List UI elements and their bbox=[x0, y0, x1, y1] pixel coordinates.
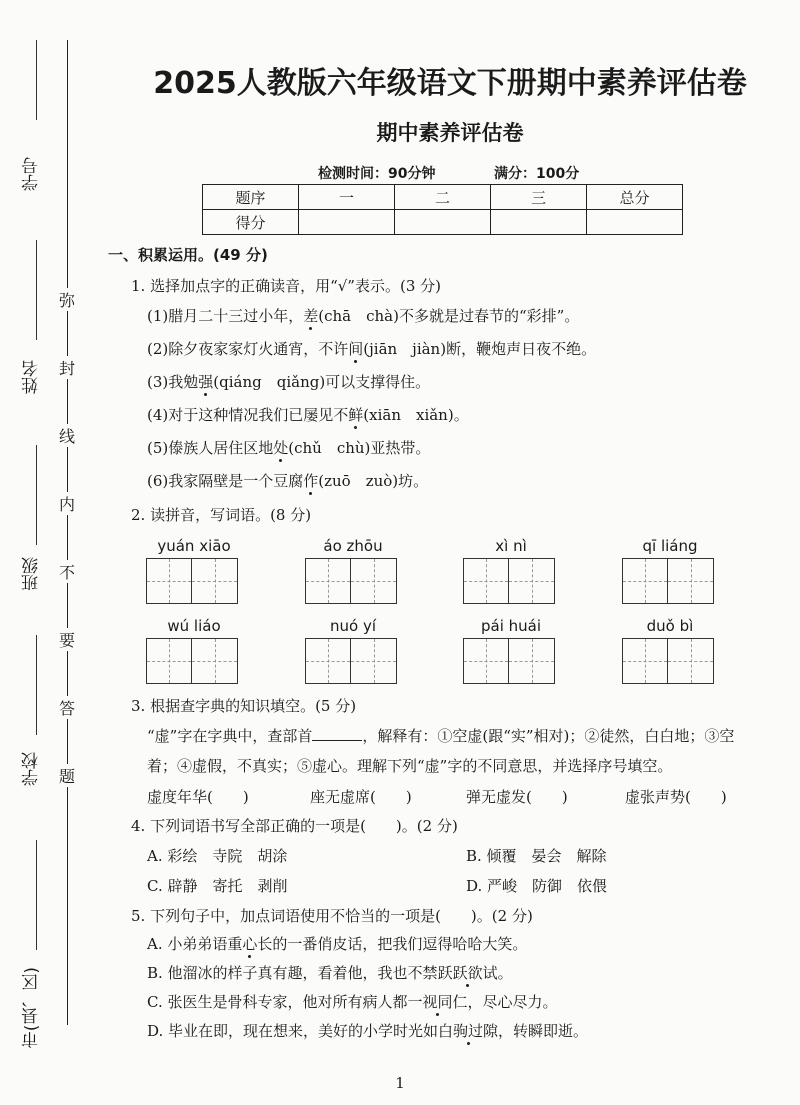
page-number: 1 bbox=[395, 1074, 405, 1092]
student-id-label: 学号 bbox=[22, 157, 42, 191]
dotted-char: 间 bbox=[348, 340, 364, 358]
choice-text: C. 张医生是骨科专家，他对所有病人都 bbox=[147, 993, 408, 1011]
char-cell[interactable] bbox=[192, 638, 238, 684]
question-stem: 2. 读拼音，写词语。(8 分) bbox=[131, 506, 312, 524]
char-cell[interactable] bbox=[146, 638, 192, 684]
pinyin-label: wú liáo bbox=[167, 617, 221, 635]
tianzige-grid[interactable] bbox=[305, 638, 397, 684]
item-text: (jiān jiàn)断，鞭炮声日夜不绝。 bbox=[363, 340, 597, 358]
score-cell: 题序 bbox=[203, 185, 299, 210]
score-table bbox=[202, 184, 683, 235]
char-cell[interactable] bbox=[305, 558, 351, 604]
pinyin-label: qī liáng bbox=[642, 537, 698, 555]
pinyin-label: duǒ bì bbox=[646, 617, 694, 635]
seal-char: 封 bbox=[56, 356, 78, 379]
choice-b[interactable] bbox=[147, 963, 513, 983]
char-cell[interactable] bbox=[668, 558, 714, 604]
district-rule bbox=[36, 840, 37, 950]
tianzige-grid[interactable] bbox=[463, 558, 555, 604]
q3-option[interactable]: 弹无虚发( ) bbox=[466, 788, 568, 806]
item-text: (zuō zuò)坊。 bbox=[318, 472, 429, 490]
tianzige-grid[interactable] bbox=[305, 558, 397, 604]
char-cell[interactable] bbox=[351, 558, 397, 604]
char-cell[interactable] bbox=[622, 638, 668, 684]
char-cell[interactable] bbox=[192, 558, 238, 604]
char-cell[interactable] bbox=[305, 638, 351, 684]
dotted-phrase: 白驹过隙 bbox=[438, 1022, 499, 1040]
score-table-header-row bbox=[203, 185, 683, 210]
tianzige-grid[interactable] bbox=[146, 638, 238, 684]
pinyin-label: pái huái bbox=[480, 617, 542, 635]
char-cell[interactable] bbox=[463, 638, 509, 684]
item-text: (5)傣族人居住区地 bbox=[147, 439, 274, 457]
item-text: (3)我勉 bbox=[147, 373, 199, 391]
q3-option[interactable]: 虚张声势( ) bbox=[625, 788, 727, 806]
score-cell: 一 bbox=[299, 185, 395, 210]
q3-text-line: 着；④虚假，不真实；⑤虚心。理解下列“虚”字的不同意思，并选择序号填空。 bbox=[147, 757, 673, 775]
q1-item[interactable] bbox=[147, 438, 430, 458]
tianzige-grid[interactable] bbox=[146, 558, 238, 604]
score-cell: 得分 bbox=[203, 210, 299, 235]
choice-text: A. 小弟弟语 bbox=[147, 935, 228, 953]
student-id-rule bbox=[36, 40, 37, 120]
class-label: 班级 bbox=[22, 557, 42, 591]
question-stem: 5. 下列句子中，加点词语使用不恰当的一项是( )。(2 分) bbox=[131, 907, 533, 925]
item-text: (2)除夕夜家家灯火通宵，不许 bbox=[147, 340, 349, 358]
char-cell[interactable] bbox=[668, 638, 714, 684]
item-text: (xiān xiǎn)。 bbox=[363, 406, 469, 424]
choice-text: ，转瞬即逝。 bbox=[498, 1022, 589, 1040]
pinyin-label: nuó yí bbox=[329, 617, 376, 635]
char-cell[interactable] bbox=[351, 638, 397, 684]
q3-text: ，解释有：①空虚(跟“实”相对)；②徒然，白白地；③空 bbox=[362, 727, 735, 745]
full-score: 满分：100分 bbox=[494, 166, 580, 182]
q3-option[interactable]: 虚度年华( ) bbox=[147, 788, 249, 806]
score-cell: 总分 bbox=[587, 185, 683, 210]
q3-text-line bbox=[147, 726, 734, 746]
answer-blank[interactable] bbox=[312, 726, 362, 741]
q1-item[interactable] bbox=[147, 306, 579, 326]
choice-text: ，尽心尽力。 bbox=[467, 993, 558, 1011]
score-input-cell[interactable] bbox=[395, 210, 491, 235]
choice-d[interactable] bbox=[147, 1021, 588, 1041]
dotted-char: 强 bbox=[198, 373, 214, 391]
choice-text: 。 bbox=[497, 964, 513, 982]
dotted-char: 处 bbox=[273, 439, 289, 457]
pinyin-label: xì nì bbox=[495, 537, 527, 555]
tianzige-grid[interactable] bbox=[463, 638, 555, 684]
item-text: (chā chà)不多就是过春节的“彩排”。 bbox=[318, 307, 580, 325]
district-label: 市(县、区) bbox=[22, 967, 42, 1049]
seal-char: 题 bbox=[56, 764, 78, 787]
seal-char: 答 bbox=[56, 696, 78, 719]
tianzige-grid[interactable] bbox=[622, 638, 714, 684]
pinyin-label: yuán xiāo bbox=[157, 537, 231, 555]
score-cell: 二 bbox=[395, 185, 491, 210]
seal-char: 弥 bbox=[56, 288, 78, 311]
school-label: 学校 bbox=[22, 752, 42, 786]
choice-text: 的一番俏皮话，把我们逗得哈哈大笑。 bbox=[272, 935, 528, 953]
pinyin-label: áo zhōu bbox=[323, 537, 383, 555]
q3-text: “虚”字在字典中，查部首 bbox=[147, 727, 313, 745]
choice-text: B. 他溜冰的样子真有趣，看着他，我也不禁 bbox=[147, 964, 438, 982]
score-table-score-row bbox=[203, 210, 683, 235]
item-text: (1)腊月二十三过小年， bbox=[147, 307, 304, 325]
dotted-char: 鲜 bbox=[348, 406, 364, 424]
page-title: 2025人教版六年级语文下册期中素养评估卷 bbox=[153, 66, 747, 101]
score-cell: 三 bbox=[491, 185, 587, 210]
seal-char: 不 bbox=[56, 560, 78, 583]
binding-line bbox=[67, 40, 68, 1025]
char-cell[interactable] bbox=[463, 558, 509, 604]
question-stem: 4. 下列词语书写全部正确的一项是( )。(2 分) bbox=[131, 817, 458, 835]
school-rule bbox=[36, 635, 37, 735]
seal-char: 内 bbox=[56, 492, 78, 515]
q3-option[interactable]: 座无虚席( ) bbox=[310, 788, 412, 806]
char-cell[interactable] bbox=[146, 558, 192, 604]
choice-c[interactable]: C. 辟静 寄托 剥削 bbox=[147, 877, 288, 895]
item-text: (qiáng qiǎng)可以支撑得住。 bbox=[213, 373, 431, 391]
choice-a[interactable] bbox=[147, 934, 527, 954]
section-title: 一、积累运用。(49 分) bbox=[108, 246, 268, 264]
q1-item[interactable] bbox=[147, 405, 469, 425]
tianzige-grid[interactable] bbox=[622, 558, 714, 604]
char-cell[interactable] bbox=[622, 558, 668, 604]
dotted-char: 作 bbox=[303, 472, 319, 490]
dotted-char: 差 bbox=[303, 307, 319, 325]
q1-item[interactable] bbox=[147, 339, 596, 359]
page-subtitle: 期中素养评估卷 bbox=[376, 121, 524, 145]
name-rule bbox=[36, 240, 37, 340]
item-text: (6)我家隔壁是一个豆腐 bbox=[147, 472, 304, 490]
choice-b[interactable]: B. 倾覆 晏会 解除 bbox=[466, 847, 607, 865]
question-stem: 3. 根据查字典的知识填空。(5 分) bbox=[131, 697, 357, 715]
item-text: (chǔ chù)亚热带。 bbox=[288, 439, 431, 457]
char-cell[interactable] bbox=[509, 558, 555, 604]
choice-d[interactable]: D. 严峻 防御 依偎 bbox=[466, 877, 608, 895]
q1-item[interactable] bbox=[147, 372, 430, 392]
question-stem: 1. 选择加点字的正确读音，用“√”表示。(3 分) bbox=[131, 277, 441, 295]
class-rule bbox=[36, 445, 37, 545]
score-input-cell[interactable] bbox=[491, 210, 587, 235]
dotted-phrase: 一视同仁 bbox=[407, 993, 468, 1011]
char-cell[interactable] bbox=[509, 638, 555, 684]
item-text: (4)对于这种情况我们已屡见不 bbox=[147, 406, 349, 424]
name-label: 姓名 bbox=[22, 360, 42, 394]
seal-char: 线 bbox=[56, 424, 78, 447]
dotted-phrase: 重心长 bbox=[227, 935, 273, 953]
seal-char: 要 bbox=[56, 628, 78, 651]
q1-item[interactable] bbox=[147, 471, 428, 491]
score-input-cell[interactable] bbox=[299, 210, 395, 235]
dotted-phrase: 跃跃欲试 bbox=[437, 964, 498, 982]
choice-a[interactable]: A. 彩绘 寺院 胡涂 bbox=[147, 847, 288, 865]
exam-time: 检测时间：90分钟 bbox=[318, 166, 436, 182]
choice-text: D. 毕业在即，现在想来，美好的小学时光如 bbox=[147, 1022, 439, 1040]
score-input-cell[interactable] bbox=[587, 210, 683, 235]
choice-c[interactable] bbox=[147, 992, 558, 1012]
